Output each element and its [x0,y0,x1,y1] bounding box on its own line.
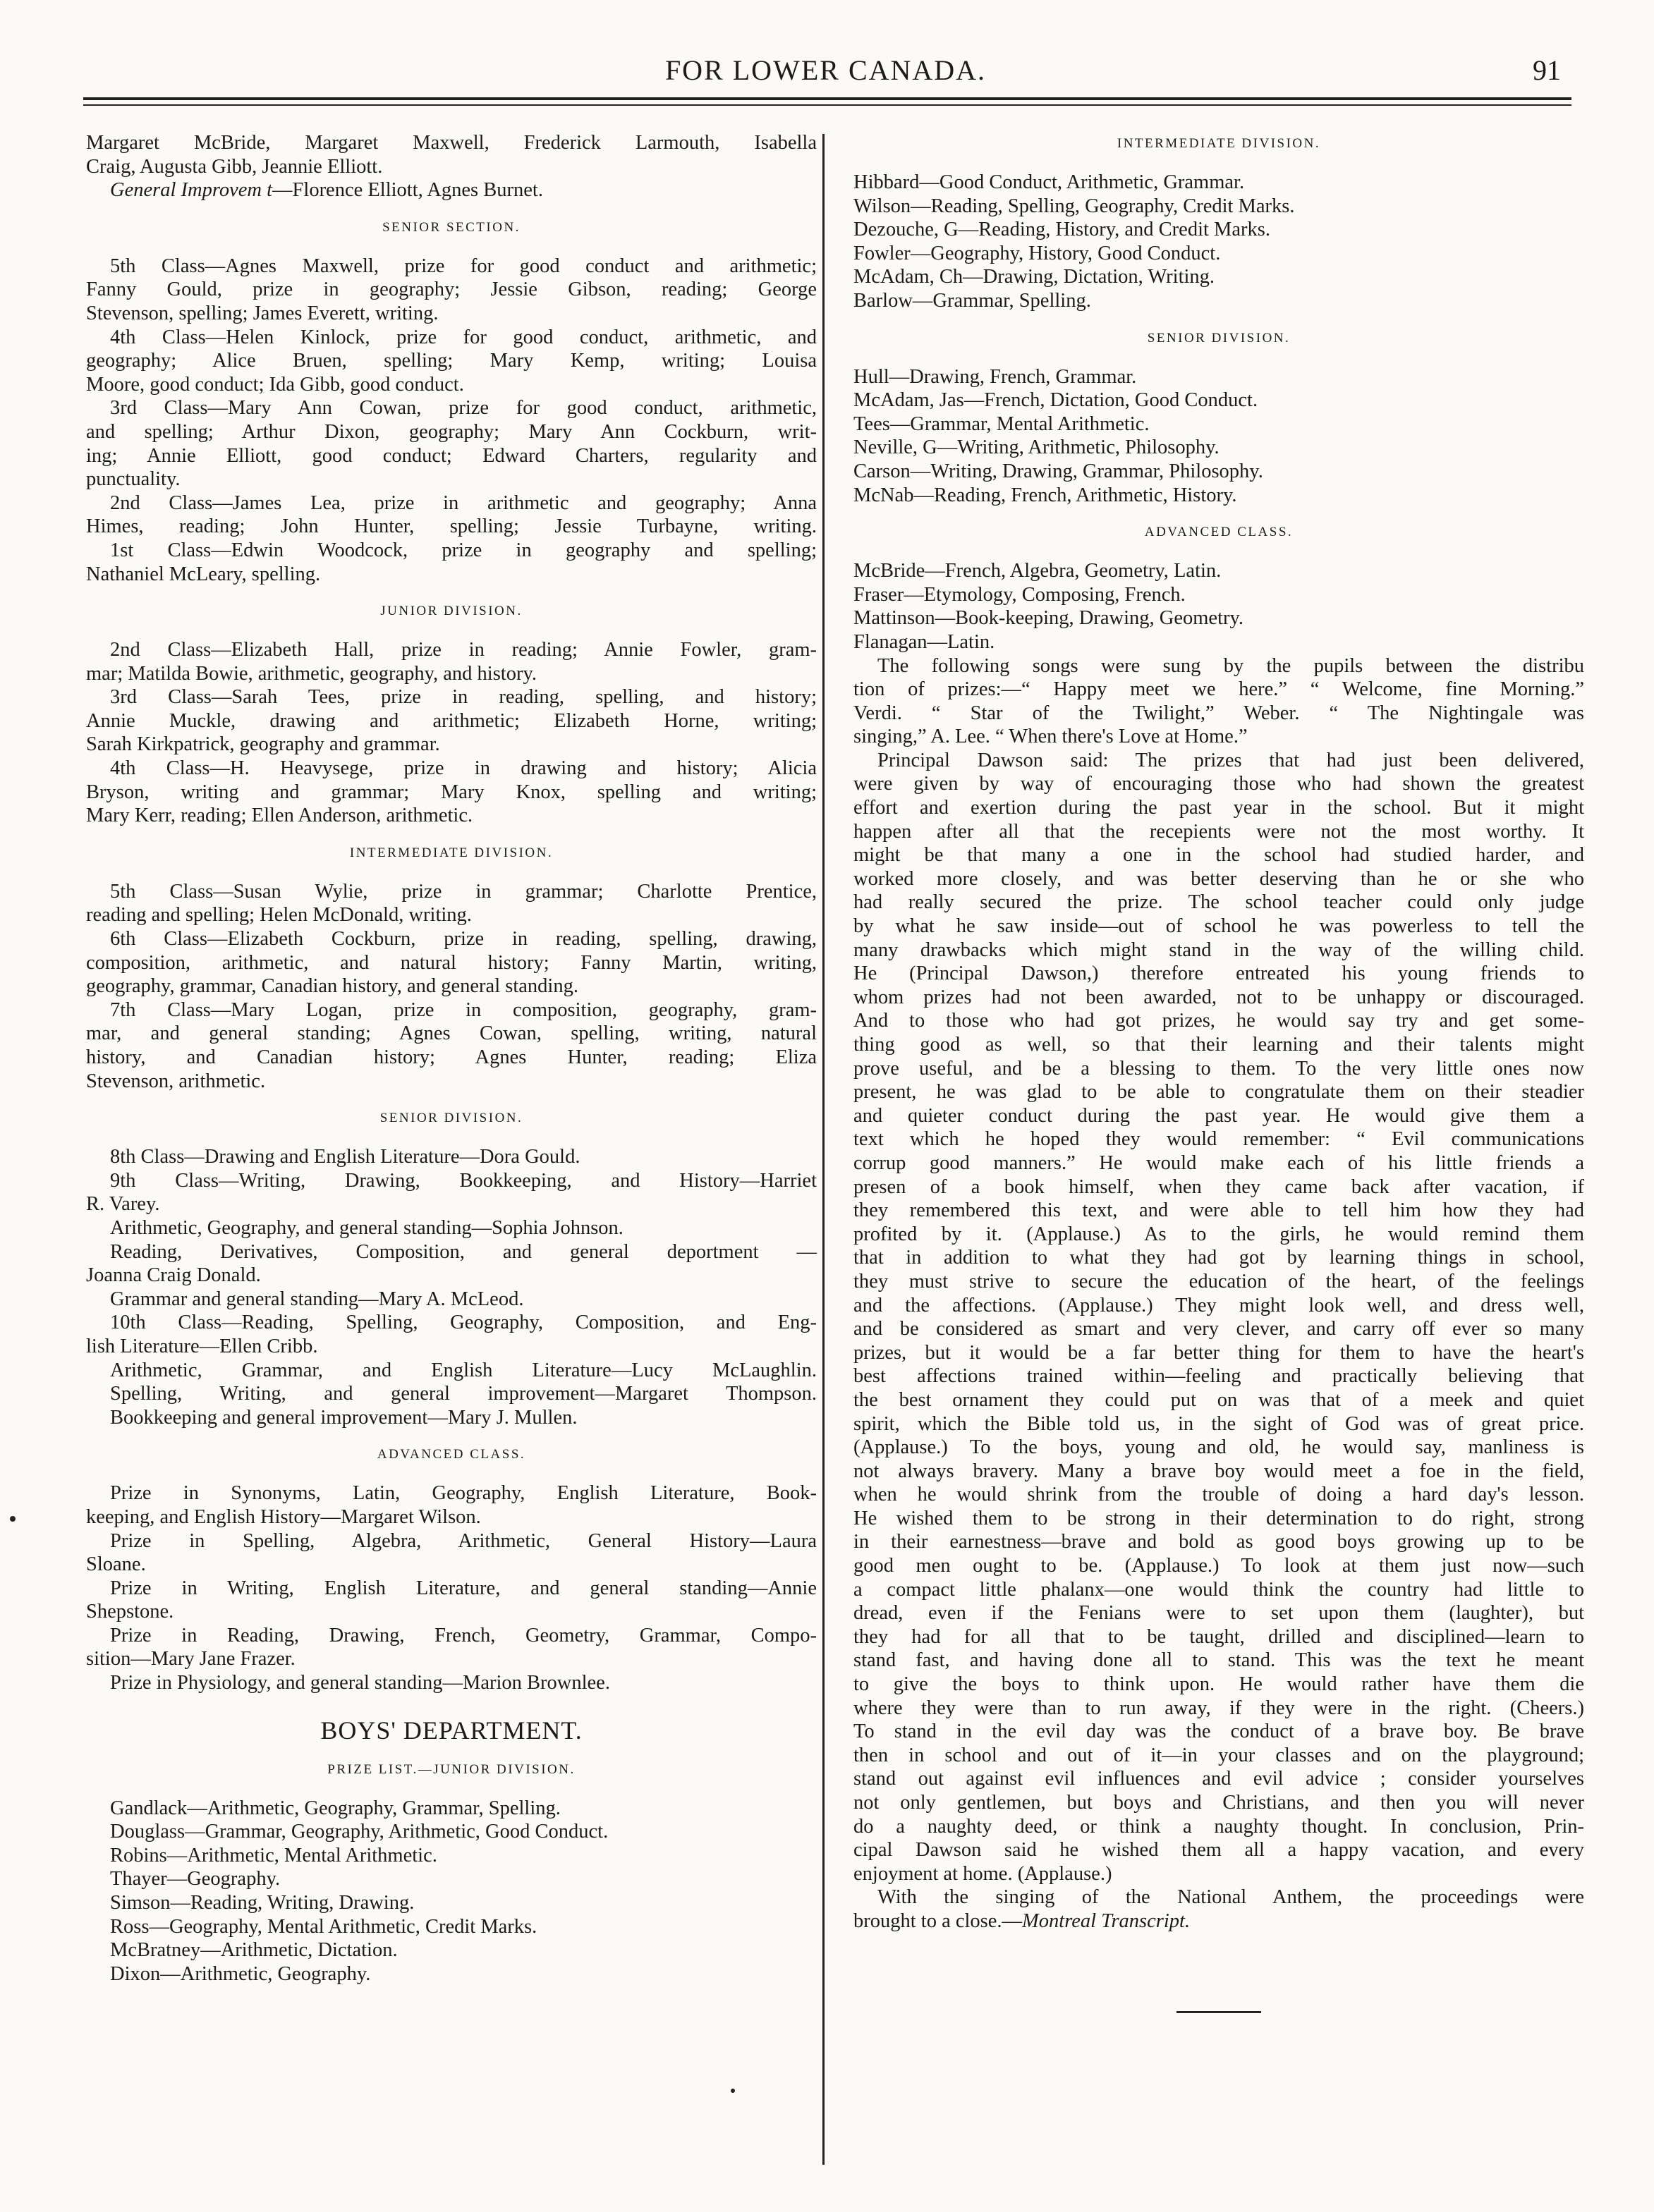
text-line: many drawbacks which might stand in the way of the willing child. [853,939,1584,961]
text-line: Grammar and general standing—Mary A. McLeod. [110,1288,524,1310]
text-line: (Applause.) To the boys, young and old, he would say, manliness is [853,1436,1584,1459]
right-column [853,131,1584,2013]
text-line: geography, grammar, Canadian history, and general standing. [86,975,578,998]
text-line: Arithmetic, Grammar, and English Literature—Lucy McLaughlin. [110,1359,817,1381]
text-line: 5th Class—Agnes Maxwell, prize for good conduct and arithmetic; [110,255,817,277]
text-line: text which he hoped they would remember: “ Evil communications [853,1128,1584,1151]
text-line: Mattinson—Book-keeping, Drawing, Geometry. [853,607,1244,630]
text-line: Wilson—Reading, Spelling, Geography, Credit Marks. [853,195,1295,217]
text-line: Annie Muckle, drawing and arithmetic; Elizabeth Horne, writing; [86,709,817,732]
text-line: Prize in Spelling, Algebra, Arithmetic, General History—Laura [110,1529,817,1552]
text-line: in their earnestness—brave and bold as good boys growing up to be [853,1531,1584,1553]
text-line: 5th Class—Susan Wylie, prize in grammar; Charlotte Prentice, [110,880,817,903]
text-line: were given by way of encouraging those who had shown the greatest [853,773,1584,795]
heading-advanced-class: ADVANCED CLASS. [377,1447,526,1462]
left-column [86,131,817,1986]
text-line: then in school and out of it—in your classes and on the playground; [853,1744,1584,1766]
text-line: where they were than to run away, if they were in the right. (Cheers.) [853,1697,1584,1719]
header-rule-thick [83,97,1571,100]
text-line: Neville, G—Writing, Arithmetic, Philosophy. [853,436,1220,459]
text-line: whom prizes had not been awarded, not to be unhappy or discouraged. [853,986,1584,1008]
header-rule-thin [83,104,1571,106]
text-line: history, and Canadian history; Agnes Hunter, reading; Eliza [86,1046,817,1068]
text-line: they remembered this text, and were able to tell him how they had [853,1199,1584,1222]
text-line: Prize in Synonyms, Latin, Geography, English Literature, Book- [110,1482,817,1505]
text-line: keeping, and English History—Margaret Wilson. [86,1505,481,1528]
text-line: corrup good manners.” He would make each of his little friends a [853,1151,1584,1174]
text-line: Hull—Drawing, French, Grammar. [853,365,1137,388]
print-speck [10,1516,16,1522]
text-line: Principal Dawson said: The prizes that had just been delivered, [877,749,1584,771]
text-line: Sloane. [86,1553,146,1576]
text-line: Fowler—Geography, History, Good Conduct. [853,242,1221,264]
heading-senior-division: SENIOR DIVISION. [379,1111,523,1126]
text-line: presen of a book himself, when they came back after vacation, if [853,1175,1584,1198]
text-line: 4th Class—H. Heavysege, prize in drawing and history; Alicia [110,757,817,780]
text-line: the best ornament they could put on was that of a meek and quiet [853,1388,1584,1411]
text-line: geography; Alice Bruen, spelling; Mary Kemp, writing; Louisa [86,350,817,372]
text-line: best affections trained within—feeling and practically believing that [853,1365,1584,1388]
text-line: Himes, reading; John Hunter, spelling; Jessie Turbayne, writing. [86,515,817,538]
text-line: Douglass—Grammar, Geography, Arithmetic, Good Conduct. [110,1821,609,1843]
text-line: McBratney—Arithmetic, Dictation. [110,1939,398,1962]
text-line: Bookkeeping and general improvement—Mary J. Mullen. [110,1406,578,1429]
text-line: He wished them to be strong in their determination to do right, strong [853,1507,1584,1529]
heading-boys-department: BOYS' DEPARTMENT. [320,1716,583,1744]
text-line: that in addition to what they had got by learning things in school, [853,1247,1584,1269]
text-line: 10th Class—Reading, Spelling, Geography, Composition, and Eng- [110,1312,817,1334]
text-line: and the affections. (Applause.) They might look well, and dress well, [853,1294,1584,1316]
text-line: and quieter conduct during the past year. He would give them a [853,1104,1584,1127]
text-line: Stevenson, spelling; James Everett, writing. [86,302,439,324]
text-line: they had for all that to be taught, drilled and disciplined—learn to [853,1625,1584,1648]
text-line: stand out against evil influences and evil advice ; consider yourselves [853,1768,1584,1790]
running-title: FOR LOWER CANADA. [664,54,987,86]
text-line: Barlow—Grammar, Spelling. [853,289,1091,312]
page-number: 91 [1533,54,1561,86]
text-line: Fanny Gould, prize in geography; Jessie Gibson, reading; George [86,279,817,301]
text-line: lish Literature—Ellen Cribb. [86,1335,318,1357]
text-line: mar; Matilda Bowie, arithmetic, geography, and history. [86,662,537,685]
text-line: Dezouche, G—Reading, History, and Credit Marks. [853,219,1270,241]
text-line: 2nd Class—Elizabeth Hall, prize in reading; Annie Fowler, gram- [110,639,817,661]
text-line: spirit, which the Bible told us, in the sight of God was of great price. [853,1412,1584,1435]
heading-advanced-class-boys: ADVANCED CLASS. [1144,525,1294,540]
text-line: they must strive to secure the education of the heart, of the feelings [853,1270,1584,1293]
text-line: Fraser—Etymology, Composing, French. [853,583,1186,606]
text-line: do a naughty deed, or think a naughty thought. In conclusion, Prin- [853,1815,1584,1838]
text-line: With the singing of the National Anthem, the proceedings were [877,1886,1584,1909]
general-label: General Improvem t [110,179,273,202]
text-line: present, he was glad to be able to congratulate them on their steadier [853,1081,1584,1104]
text-line: Tees—Grammar, Mental Arithmetic. [853,413,1150,435]
text-line: Simson—Reading, Writing, Drawing. [110,1892,415,1914]
page-header [83,47,1568,89]
text-line: Shepstone. [86,1601,174,1623]
text-line: 1st Class—Edwin Woodcock, prize in geography and spelling; [110,539,817,561]
text-line: 3rd Class—Mary Ann Cowan, prize for good conduct, arithmetic, [110,397,817,420]
text-line: sition—Mary Jane Frazer. [86,1648,296,1670]
text-line: He (Principal Dawson,) therefore entreated his young friends to [853,963,1584,985]
text-line: a compact little phalanx—one would think the country had little to [853,1578,1584,1601]
text-line: 6th Class—Elizabeth Cockburn, prize in reading, spelling, drawing, [110,928,817,951]
text-line: Margaret McBride, Margaret Maxwell, Frederick Larmouth, Isabella [86,132,817,154]
heading-intermediate-division: INTERMEDIATE DIVISION. [349,845,554,860]
source-credit: Montreal Transcript. [1022,1909,1191,1932]
text-line: tion of prizes:—“ Happy meet we here.” “ Welcome, fine Morning.” [853,678,1584,701]
text-line: Sarah Kirkpatrick, geography and grammar. [86,733,440,756]
column-divider [822,134,825,2165]
text-line: and spelling; Arthur Dixon, geography; Mary Ann Cockburn, writ- [86,420,817,443]
text-line: happen after all that the recepients were not the most worthy. It [853,820,1584,843]
text-line: 4th Class—Helen Kinlock, prize for good conduct, arithmetic, and [110,326,817,348]
text-line: Bryson, writing and grammar; Mary Knox, spelling and writing; [86,781,817,803]
text-line: Prize in Writing, English Literature, and general standing—Annie [110,1577,817,1599]
text-line: composition, arithmetic, and natural history; Fanny Martin, writing, [86,951,817,974]
text-line: had really secured the prize. The school teacher could only judge [853,891,1584,914]
general-rest: —Florence Elliott, Agnes Burnet. [272,179,543,202]
closing-text: brought to a close.— [853,1909,1023,1932]
heading-senior-section: SENIOR SECTION. [382,219,521,235]
heading-senior-division-boys: SENIOR DIVISION. [1147,330,1291,346]
text-line: prizes, but it would be a far better thing for them to have the heart's [853,1341,1584,1364]
closing-line [853,1909,1584,1933]
text-line: And to those who had got prizes, he would say try and get some- [853,1010,1584,1032]
text-line: by what he saw inside—out of school he was powerless to tell the [853,915,1584,938]
text-line: Thayer—Geography. [110,1868,281,1890]
text-line: reading and spelling; Helen McDonald, writing. [86,904,472,927]
text-line: and be considered as smart and very clever, and carry off ever so many [853,1318,1584,1340]
text-line: singing,” A. Lee. “ When there's Love at Home.” [853,726,1248,748]
text-line: 7th Class—Mary Logan, prize in composition, geography, gram- [110,998,817,1021]
text-line: McAdam, Ch—Drawing, Dictation, Writing. [853,266,1215,288]
text-line: 9th Class—Writing, Drawing, Bookkeeping, and History—Harriet [110,1169,817,1192]
text-line: The following songs were sung by the pupils between the distribu [877,654,1584,677]
text-line: enjoyment at home. (Applause.) [853,1862,1112,1885]
text-line: Mary Kerr, reading; Ellen Anderson, arithmetic. [86,805,473,827]
text-line: to give the boys to think upon. He would rather have them die [853,1673,1584,1696]
heading-prize-list: PRIZE LIST.—JUNIOR DIVISION. [327,1761,576,1777]
text-line: stand fast, and having done all to stand. This was the text he meant [853,1649,1584,1672]
text-line: prove useful, and be a blessing to them. To the very little ones now [853,1057,1584,1080]
text-line: Dixon—Arithmetic, Geography. [110,1962,371,1985]
heading-intermediate-division-boys: INTERMEDIATE DIVISION. [1117,136,1321,151]
text-line: Robins—Arithmetic, Mental Arithmetic. [110,1844,437,1866]
text-line: effort and exertion during the past year in the school. But it might [853,797,1584,819]
text-line: Hibbard—Good Conduct, Arithmetic, Grammar. [853,171,1245,193]
text-line: 3rd Class—Sarah Tees, prize in reading, spelling, and history; [110,686,817,709]
heading-junior-division: JUNIOR DIVISION. [380,604,523,619]
text-line: Gandlack—Arithmetic, Geography, Grammar, Spelling. [110,1797,561,1819]
text-line: Prize in Reading, Drawing, French, Geometry, Grammar, Compo- [110,1624,817,1646]
text-line: 8th Class—Drawing and English Literature—Dora Gould. [110,1146,580,1168]
text-line: worked more closely, and was better deserving than he or she who [853,867,1584,890]
print-speck [731,2089,735,2093]
text-line: Moore, good conduct; Ida Gibb, good conduct. [86,373,464,396]
text-line: thing good as well, so that their learning and their talents might [853,1034,1584,1056]
text-line: ing; Annie Elliott, good conduct; Edward Charters, regularity and [86,444,817,467]
text-line: McNab—Reading, French, Arithmetic, History. [853,484,1237,506]
text-line: not only gentlemen, but boys and Christians, and then you will never [853,1792,1584,1814]
text-line: Reading, Derivatives, Composition, and general deportment — [110,1240,817,1263]
text-line: Flanagan—Latin. [853,630,995,653]
text-line: To stand in the evil day was the conduct of a brave boy. Be brave [853,1721,1584,1743]
text-line: good men ought to be. (Applause.) To look at them just now—such [853,1555,1584,1577]
text-line: McAdam, Jas—French, Dictation, Good Conduct. [853,389,1258,412]
text-line: profited by it. (Applause.) As to the girls, he would remind them [853,1223,1584,1245]
text-line: McBride—French, Algebra, Geometry, Latin. [853,560,1222,582]
text-line: Ross—Geography, Mental Arithmetic, Credit Marks. [110,1915,537,1938]
text-line: not always bravery. Many a brave boy would meet a foe in the field, [853,1460,1584,1482]
general-improvement-line [86,178,817,202]
text-line: dread, even if the Fenians were to set upon them (laughter), but [853,1602,1584,1625]
text-line: Joanna Craig Donald. [86,1264,261,1287]
text-line: might be that many a one in the school had studied harder, and [853,844,1584,867]
text-line: Arithmetic, Geography, and general standing—Sophia Johnson. [110,1216,624,1239]
text-line: R. Varey. [86,1193,160,1216]
text-line: Nathaniel McLeary, spelling. [86,563,321,585]
text-line: Craig, Augusta Gibb, Jeannie Elliott. [86,155,383,178]
text-line: 2nd Class—James Lea, prize in arithmetic and geography; Anna [110,491,817,514]
text-line: Stevenson, arithmetic. [86,1070,266,1092]
text-line: punctuality. [86,468,181,491]
text-line: mar, and general standing; Agnes Cowan, spelling, writing, natural [86,1022,817,1045]
text-line: Spelling, Writing, and general improvement—Margaret Thompson. [110,1383,817,1405]
text-line: Prize in Physiology, and general standing—Marion Brownlee. [110,1672,610,1694]
text-line: when he would shrink from the trouble of doing a hard day's lesson. [853,1484,1584,1506]
end-rule [1176,2011,1261,2013]
text-line: Verdi. “ Star of the Twilight,” Weber. “ The Nightingale was [853,702,1584,724]
text-line: cipal Dawson said he wished them all a happy vacation, and every [853,1839,1584,1862]
text-line: Carson—Writing, Drawing, Grammar, Philosophy. [853,460,1263,482]
